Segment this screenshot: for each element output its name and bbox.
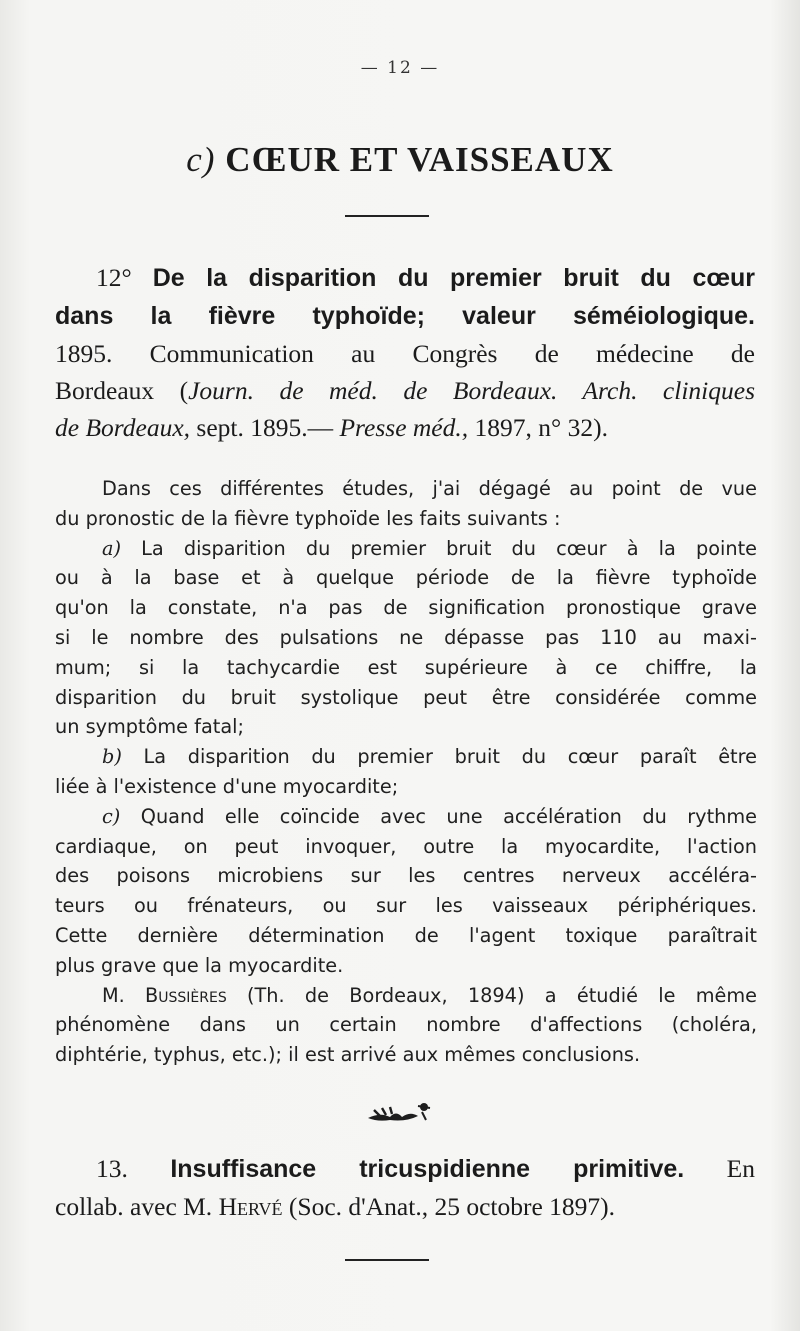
entry-13-line-2 (55, 1188, 755, 1225)
body-line: disparition du bruit systolique peut être considérée comme (55, 685, 757, 709)
body-line: mum; si la tachycardie est supérieure à ce chiffre, la (55, 655, 757, 679)
section-title-text: CŒUR ET VAISSEAUX (225, 140, 614, 179)
entry-12-line-3: 1895. Communication au Congrès de médecine de (55, 339, 755, 368)
author-ref: (Th. de Bordeaux, 1894) a étudié le même (226, 983, 757, 1007)
body-line: diphtérie, typhus, etc.); il est arrivé aux mêmes conclusions. (55, 1043, 641, 1067)
body-line: du pronostic de la fièvre typhoïde les faits suivants : (55, 506, 561, 530)
entry-13-ref: (Soc. d'Anat., 25 octobre 1897). (282, 1192, 616, 1221)
entry-12-title-2: dans la fièvre typhoïde; valeur séméiologique. (55, 302, 755, 330)
body-line: ou à la base et à quelque période de la fièvre typhoïde (55, 566, 757, 590)
entry-13-heading (55, 1150, 755, 1225)
entry-12-body (55, 474, 757, 1070)
body-line (55, 742, 757, 772)
body-line: si le nombre des pulsations ne dépasse pas 110 au maxi- (55, 625, 757, 649)
body-line: plus grave que la myocardite. (55, 953, 344, 977)
author-name: Bussières (145, 983, 227, 1007)
entry-12-city: de Bordeaux, (55, 413, 191, 442)
entry-13-number: 13. (96, 1154, 128, 1183)
entry-13-title: Insuffisance tricuspidienne primitive. (170, 1155, 685, 1183)
body-line: un symptôme fatal; (55, 715, 245, 739)
item-b-text: La disparition du premier bruit du cœur paraît être (121, 745, 757, 769)
entry-12-heading (55, 259, 755, 446)
entry-12-date: sept. 1895.— (190, 413, 340, 442)
item-a-text: La disparition du premier bruit du cœur à la pointe (121, 536, 757, 560)
body-line: Cette dernière détermination de l'agent toxique paraîtrait (55, 923, 757, 947)
body-line: Dans ces différentes études, j'ai dégagé au point de vue (102, 477, 757, 500)
body-line: qu'on la constate, n'a pas de signification pronostique grave (55, 596, 757, 620)
entry-12-ref: 1897, n° 32). (468, 413, 608, 442)
item-c-label: c) (102, 804, 121, 828)
page-number: — 12 — (360, 58, 440, 78)
entry-12-journal: Journ. de méd. de Bordeaux. Arch. cliniques (188, 376, 755, 405)
entry-12-number: 12° (96, 263, 132, 292)
body-line (55, 802, 757, 832)
entry-13-line-1 (55, 1150, 755, 1188)
body-line: des poisons microbiens sur les centres nerveux accéléra- (55, 864, 757, 888)
item-b-label: b) (102, 745, 122, 769)
entry-12-line-4a: Bordeaux ( (55, 376, 189, 405)
body-line (55, 981, 757, 1011)
body-line: phénomène dans un certain nombre d'affections (choléra, (55, 1013, 757, 1037)
entry-13-author: Hervé (218, 1192, 283, 1221)
entry-13-collab: collab. avec M. (55, 1192, 219, 1221)
entry-12-line-2 (55, 297, 755, 335)
entry-12-title-1: De la disparition du premier bruit du cœur (152, 264, 755, 292)
body-line (55, 534, 757, 564)
body-line: cardiaque, on peut invoquer, outre la myocardite, l'action (55, 834, 757, 858)
entry-12-line-5 (55, 409, 755, 446)
entry-12-presse: Presse méd., (339, 413, 469, 442)
heading-rule (345, 215, 429, 217)
section-heading (0, 140, 800, 180)
entry-12-line-1 (55, 259, 755, 297)
item-c-text: Quand elle coïncide avec une accélération du rythme (120, 804, 757, 828)
ornament-fleuron-icon (366, 1098, 436, 1124)
entry-13-tail: En (684, 1154, 756, 1183)
entry-12-line-4 (55, 372, 755, 409)
body-line: liée à l'existence d'une myocardite; (55, 774, 399, 798)
section-letter: c) (186, 140, 216, 179)
author-prefix: M. (102, 983, 146, 1007)
item-a-label: a) (102, 536, 122, 560)
footer-rule (345, 1259, 429, 1261)
body-line: teurs ou frénateurs, ou sur les vaisseaux périphériques. (55, 894, 757, 918)
